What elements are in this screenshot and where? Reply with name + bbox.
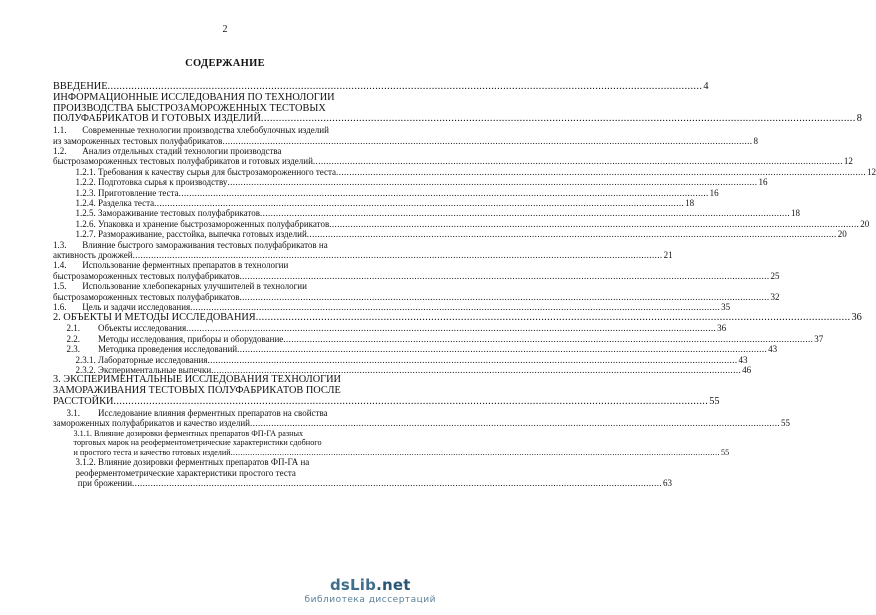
toc-line-text: при брожении bbox=[53, 478, 133, 489]
toc-line-text: ИНФОРМАЦИОННЫЕ ИССЛЕДОВАНИЯ ПО ТЕХНОЛОГИИ bbox=[53, 91, 335, 103]
toc-leader-dots: ........................................................................................................................................................................................................ bbox=[113, 395, 709, 407]
toc-line-text: 1.2.3. Приготовление теста bbox=[53, 187, 179, 198]
toc-line-text: торговых марок на реоферментометрические характеристики сдобного bbox=[53, 438, 322, 448]
toc-line-text: 3.1.2. Влияние дозировки ферментных препаратов ФП-ГА на bbox=[53, 457, 310, 468]
toc-line-text: ПРОИЗВОДСТВА БЫСТРОЗАМОРОЖЕННЫХ ТЕСТОВЫХ bbox=[53, 102, 326, 114]
toc-page-number: 63 bbox=[663, 478, 673, 489]
toc-page-number: 46 bbox=[742, 364, 752, 375]
toc-leader-dots: ........................................................................................................................................................................................................ bbox=[260, 208, 790, 219]
toc-leader-dots: ........................................................................................................................................................................................................ bbox=[132, 250, 663, 261]
toc-leader-dots: ........................................................................................................................................................................................................ bbox=[239, 270, 770, 281]
toc-page-number: 43 bbox=[768, 344, 778, 355]
toc-page-number: 8 bbox=[753, 135, 758, 146]
toc-page-number: 8 bbox=[856, 113, 862, 125]
toc-line-text: 2.3.1. Лабораторные исследования bbox=[53, 354, 208, 365]
toc-line-text: замороженных полуфабрикатов и качество изделий bbox=[53, 418, 250, 429]
toc-entry bbox=[53, 311, 862, 324]
toc-entry bbox=[53, 91, 862, 125]
toc-line bbox=[53, 323, 727, 334]
toc-line-text: 1.1. Современные технологии производства хлебобулочных изделий bbox=[53, 125, 329, 136]
toc-line-text: ПОЛУФАБРИКАТОВ И ГОТОВЫХ ИЗДЕЛИЙ bbox=[53, 113, 261, 125]
toc-line bbox=[53, 311, 862, 324]
toc-page-number: 4 bbox=[703, 81, 709, 92]
toc-entry bbox=[53, 208, 800, 219]
toc-page-number: 37 bbox=[814, 333, 824, 344]
toc-leader-dots: ........................................................................................................................................................................................................ bbox=[207, 354, 738, 365]
toc-entry bbox=[53, 374, 720, 407]
toc-entry bbox=[53, 281, 780, 302]
page-number: 2 bbox=[222, 24, 228, 35]
watermark-logo bbox=[305, 576, 436, 605]
toc-entry bbox=[53, 125, 758, 146]
toc-line bbox=[53, 457, 415, 467]
toc-line-text: активность дрожжей bbox=[53, 250, 133, 261]
toc-page-number: 55 bbox=[709, 395, 720, 407]
toc-entry bbox=[53, 177, 768, 188]
toc-line bbox=[53, 418, 790, 429]
toc-line bbox=[53, 250, 673, 261]
toc-page-number: 21 bbox=[663, 250, 673, 261]
toc-leader-dots: ........................................................................................................................................................................................................ bbox=[230, 447, 720, 457]
toc-entry bbox=[53, 229, 847, 240]
toc-leader-dots: ........................................................................................................................................................................................................ bbox=[107, 81, 703, 92]
toc-leader-dots: ........................................................................................................................................................................................................ bbox=[211, 364, 742, 375]
toc-line bbox=[53, 125, 415, 135]
toc-leader-dots: ........................................................................................................................................................................................................ bbox=[260, 113, 856, 125]
toc-line-text: 1.3. Влияние быстрого замораживания тестовых полуфабрикатов на bbox=[53, 239, 328, 250]
toc-page-number: 16 bbox=[709, 187, 719, 198]
toc-page-number: 12 bbox=[867, 166, 876, 177]
toc-line bbox=[53, 344, 778, 355]
watermark-brand: dsLib bbox=[329, 576, 377, 594]
toc-line bbox=[53, 429, 415, 439]
toc-leader-dots: ........................................................................................................................................................................................................ bbox=[336, 166, 867, 177]
toc-page-number: 25 bbox=[770, 270, 780, 281]
toc-leader-dots: ........................................................................................................................................................................................................ bbox=[178, 187, 709, 198]
toc-line bbox=[53, 408, 415, 418]
toc-line-text: 1.4. Использование ферментных препаратов в технологии bbox=[53, 260, 289, 271]
toc-line bbox=[53, 478, 673, 489]
toc-line-text: и простого теста и качество готовых изделий bbox=[53, 447, 231, 457]
toc-page-number: 43 bbox=[738, 354, 748, 365]
toc-line bbox=[53, 468, 415, 478]
toc-line bbox=[53, 395, 720, 408]
toc-entry bbox=[53, 344, 778, 355]
toc-line-text: 1.2.4. Разделка теста bbox=[53, 198, 155, 209]
toc-page-number: 20 bbox=[860, 218, 870, 229]
toc-line-text: 3.1. Исследование влияния ферментных препаратов на свойства bbox=[53, 407, 328, 418]
toc-line bbox=[53, 166, 876, 177]
toc-leader-dots: ........................................................................................................................................................................................................ bbox=[132, 478, 663, 489]
toc-entry bbox=[53, 457, 673, 489]
toc-line-text: быстрозамороженных тестовых полуфабрикатов и готовых изделий bbox=[53, 156, 313, 167]
toc-page-number: 36 bbox=[851, 311, 862, 323]
toc-line-text: реоферментометрические характеристики простого теста bbox=[53, 467, 296, 478]
toc-page-number: 32 bbox=[770, 291, 780, 302]
toc-line-text: быстрозамороженных тестовых полуфабрикатов bbox=[53, 270, 240, 281]
toc-entry bbox=[53, 218, 870, 229]
toc-line-text: 2.3.2. Экспериментальные выпечки bbox=[53, 364, 212, 375]
toc-line-text: 1.2.7. Размораживание, расстойка, выпечка готовых изделий bbox=[53, 229, 307, 240]
toc-line bbox=[53, 208, 800, 219]
toc-line bbox=[53, 218, 870, 229]
toc-entry bbox=[53, 354, 748, 365]
toc-line bbox=[53, 281, 415, 291]
toc-line bbox=[53, 113, 862, 125]
toc-line-text: 1.2.6. Упаковка и хранение быстрозамороженных полуфабрикатов bbox=[53, 218, 330, 229]
toc-page-number: 12 bbox=[843, 156, 853, 167]
toc-page-number: 55 bbox=[781, 418, 790, 429]
toc-line bbox=[53, 260, 415, 270]
toc-leader-dots: ........................................................................................................................................................................................................ bbox=[306, 229, 837, 240]
toc-line-text: 3.1.1. Влияние дозировки ферментных препаратов ФП-ГА разных bbox=[53, 428, 304, 438]
toc-line bbox=[53, 333, 824, 344]
toc-entry bbox=[53, 146, 853, 167]
toc-line-text: 2.2. Методы исследования, приборы и оборудование bbox=[53, 333, 284, 344]
toc-leader-dots: ........................................................................................................................................................................................................ bbox=[329, 218, 860, 229]
toc-entry bbox=[53, 428, 730, 458]
toc-page-number: 18 bbox=[791, 208, 800, 219]
watermark-domain: .net bbox=[376, 576, 411, 594]
toc-line bbox=[53, 438, 415, 448]
table-of-contents bbox=[53, 81, 876, 489]
toc-line bbox=[53, 156, 853, 167]
toc-page-number: 55 bbox=[720, 447, 730, 457]
toc-leader-dots: ........................................................................................................................................................................................................ bbox=[190, 302, 721, 313]
toc-line bbox=[53, 135, 758, 146]
toc-line bbox=[53, 93, 415, 104]
toc-page-number: 16 bbox=[758, 177, 768, 188]
toc-leader-dots: ........................................................................................................................................................................................................ bbox=[222, 135, 753, 146]
toc-entry bbox=[53, 187, 719, 198]
toc-leader-dots: ........................................................................................................................................................................................................ bbox=[283, 333, 814, 344]
toc-line bbox=[53, 177, 768, 188]
toc-line-text: 2.3. Методика проведения исследований bbox=[53, 344, 238, 355]
page-title: СОДЕРЖАНИЕ bbox=[185, 58, 265, 69]
toc-entry bbox=[53, 333, 824, 344]
toc-line bbox=[53, 447, 730, 458]
watermark-subtitle: библиотека диссертаций bbox=[304, 595, 436, 605]
toc-leader-dots: ........................................................................................................................................................................................................ bbox=[250, 418, 780, 429]
toc-line-text: 1.5. Использование хлебопекарных улучшителей в технологии bbox=[53, 281, 307, 292]
toc-leader-dots: ........................................................................................................................................................................................................ bbox=[239, 291, 770, 302]
toc-leader-dots: ........................................................................................................................................................................................................ bbox=[154, 198, 685, 209]
toc-entry bbox=[53, 260, 780, 281]
toc-entry bbox=[53, 239, 673, 261]
toc-entry bbox=[53, 302, 731, 313]
toc-entry bbox=[53, 407, 790, 429]
toc-line-text: РАССТОЙКИ bbox=[53, 395, 114, 407]
toc-line-text: 1.2. Анализ отдельных стадий технологии производства bbox=[53, 146, 282, 156]
toc-leader-dots: ........................................................................................................................................................................................................ bbox=[227, 177, 758, 188]
toc-line-text: 1.2.5. Замораживание тестовых полуфабрикатов bbox=[53, 208, 260, 219]
toc-line-text: 3. ЭКСПЕРИМЕНТАЛЬНЫЕ ИССЛЕДОВАНИЯ ТЕХНОЛОГИИ bbox=[53, 374, 341, 386]
toc-line bbox=[53, 354, 748, 365]
toc-entry bbox=[53, 198, 695, 209]
toc-line-text: из замороженных тестовых полуфабрикатов bbox=[53, 135, 223, 146]
toc-line bbox=[53, 187, 719, 198]
toc-leader-dots: ........................................................................................................................................................................................................ bbox=[255, 311, 851, 323]
toc-line bbox=[53, 240, 415, 250]
toc-page-number: 35 bbox=[721, 302, 731, 313]
toc-line-text: быстрозамороженных тестовых полуфабрикатов bbox=[53, 291, 240, 302]
toc-page-number: 18 bbox=[685, 198, 695, 209]
toc-line bbox=[53, 270, 780, 281]
toc-line-text: ВВЕДЕНИЕ bbox=[53, 81, 108, 92]
toc-line-text: 2.1. Объекты исследования bbox=[53, 323, 187, 334]
toc-page-number: 36 bbox=[717, 323, 727, 334]
toc-leader-dots: ........................................................................................................................................................................................................ bbox=[312, 156, 843, 167]
toc-leader-dots: ........................................................................................................................................................................................................ bbox=[237, 344, 768, 355]
toc-line-text: 2. ОБЪЕКТЫ И МЕТОДЫ ИССЛЕДОВАНИЯ bbox=[53, 311, 256, 323]
toc-line-text: 1.2.1. Требования к качеству сырья для быстрозамороженного теста bbox=[53, 166, 337, 177]
toc-leader-dots: ........................................................................................................................................................................................................ bbox=[186, 323, 717, 334]
toc-line bbox=[53, 146, 415, 156]
toc-line-text: 1.2.2. Подготовка сырья к производству bbox=[53, 177, 228, 188]
toc-entry bbox=[53, 323, 727, 334]
toc-line bbox=[53, 302, 731, 313]
toc-page-number: 20 bbox=[837, 229, 847, 240]
toc-entry bbox=[53, 166, 876, 177]
toc-line-text: ЗАМОРАЖИВАНИЯ ТЕСТОВЫХ ПОЛУФАБРИКАТОВ ПОСЛЕ bbox=[53, 385, 341, 397]
toc-line bbox=[53, 229, 847, 240]
toc-line-text: 1.6. Цель и задачи исследования bbox=[53, 302, 191, 313]
toc-line bbox=[53, 291, 780, 302]
toc-line bbox=[53, 198, 695, 209]
